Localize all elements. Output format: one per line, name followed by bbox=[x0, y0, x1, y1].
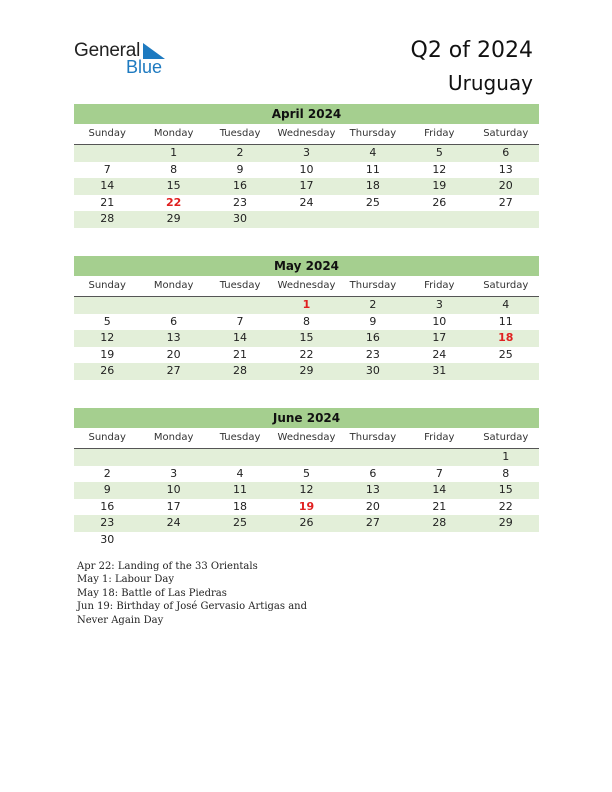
week-row bbox=[74, 330, 539, 347]
day-cell bbox=[74, 297, 140, 314]
weekday-header bbox=[74, 124, 539, 145]
week-row bbox=[74, 499, 539, 516]
day-cell: 16 bbox=[100, 499, 115, 513]
day-cell: 12 bbox=[432, 162, 447, 176]
day-cell bbox=[273, 211, 339, 228]
weekday-label: Tuesday bbox=[219, 432, 261, 443]
day-cell: 8 bbox=[302, 314, 310, 328]
day-cell: 5 bbox=[302, 466, 310, 480]
month-title: May 2024 bbox=[74, 256, 539, 276]
weekday-label: Monday bbox=[153, 432, 194, 443]
weekday-label: Friday bbox=[424, 280, 455, 291]
day-cell bbox=[74, 449, 140, 466]
day-cell bbox=[406, 449, 472, 466]
weekday-label: Sunday bbox=[88, 432, 126, 443]
weekday-label: Tuesday bbox=[219, 280, 261, 291]
day-cell: 19 bbox=[298, 499, 315, 513]
day-cell: 25 bbox=[498, 347, 513, 361]
day-cell: 22 bbox=[299, 347, 314, 361]
day-cell: 22 bbox=[498, 499, 513, 513]
day-cell: 21 bbox=[100, 195, 115, 209]
day-cell: 15 bbox=[498, 483, 513, 497]
day-cell: 10 bbox=[166, 483, 181, 497]
day-cell: 25 bbox=[365, 195, 380, 209]
day-cell: 14 bbox=[432, 483, 447, 497]
quarter-title: Q2 of 2024 bbox=[410, 38, 533, 63]
week-row bbox=[74, 178, 539, 195]
day-cell: 20 bbox=[365, 499, 380, 513]
week-row bbox=[74, 211, 539, 228]
day-cell bbox=[406, 532, 472, 549]
day-cell: 4 bbox=[236, 466, 244, 480]
month-title: April 2024 bbox=[74, 104, 539, 124]
holiday-note: May 18: Battle of Las Piedras bbox=[77, 587, 227, 599]
day-cell: 17 bbox=[299, 179, 314, 193]
day-cell: 16 bbox=[365, 331, 380, 345]
weekday-label: Saturday bbox=[483, 432, 529, 443]
day-cell: 26 bbox=[100, 364, 115, 378]
day-cell: 14 bbox=[100, 179, 115, 193]
day-cell: 26 bbox=[299, 516, 314, 530]
day-cell: 10 bbox=[432, 314, 447, 328]
day-cell: 23 bbox=[100, 516, 115, 530]
weekday-label: Sunday bbox=[88, 128, 126, 139]
week-row bbox=[74, 145, 539, 162]
day-cell bbox=[140, 532, 206, 549]
day-cell: 6 bbox=[369, 466, 377, 480]
day-cell: 12 bbox=[100, 331, 115, 345]
day-cell: 6 bbox=[170, 314, 178, 328]
day-cell bbox=[207, 449, 273, 466]
holiday-note: Apr 22: Landing of the 33 Orientals bbox=[77, 561, 258, 572]
week-row bbox=[74, 297, 539, 314]
day-cell bbox=[207, 297, 273, 314]
day-cell: 10 bbox=[299, 162, 314, 176]
month-june bbox=[74, 408, 539, 549]
day-cell: 13 bbox=[365, 483, 380, 497]
day-cell: 1 bbox=[502, 450, 510, 463]
weekday-label: Wednesday bbox=[277, 280, 336, 291]
day-cell bbox=[473, 363, 539, 380]
week-row bbox=[74, 363, 539, 380]
day-cell: 26 bbox=[432, 195, 447, 209]
day-cell: 18 bbox=[365, 179, 380, 193]
weekday-label: Thursday bbox=[349, 128, 397, 139]
day-cell: 24 bbox=[299, 195, 314, 209]
day-cell: 13 bbox=[166, 331, 181, 345]
day-cell: 28 bbox=[432, 516, 447, 530]
weekday-label: Friday bbox=[424, 432, 455, 443]
logo-general-text: General bbox=[74, 40, 141, 61]
day-cell: 25 bbox=[233, 516, 248, 530]
country-title: Uruguay bbox=[448, 71, 533, 95]
month-april bbox=[74, 104, 539, 228]
day-cell: 7 bbox=[103, 162, 111, 176]
day-cell bbox=[340, 449, 406, 466]
day-cell: 14 bbox=[233, 331, 248, 345]
day-cell: 15 bbox=[166, 179, 181, 193]
day-cell: 8 bbox=[502, 466, 510, 480]
day-cell: 13 bbox=[498, 162, 513, 176]
day-cell: 29 bbox=[498, 516, 513, 530]
day-cell: 3 bbox=[170, 466, 178, 480]
day-cell: 23 bbox=[233, 195, 248, 209]
day-cell: 5 bbox=[103, 314, 111, 328]
weekday-label: Saturday bbox=[483, 280, 529, 291]
day-cell: 3 bbox=[435, 298, 443, 311]
day-cell bbox=[340, 211, 406, 228]
holiday-notes bbox=[77, 560, 337, 627]
day-cell: 21 bbox=[233, 347, 248, 361]
day-cell: 31 bbox=[432, 364, 447, 378]
weekday-header bbox=[74, 428, 539, 449]
weekday-label: Wednesday bbox=[277, 128, 336, 139]
day-cell: 29 bbox=[166, 212, 181, 226]
day-cell: 24 bbox=[432, 347, 447, 361]
day-cell: 16 bbox=[233, 179, 248, 193]
day-cell: 8 bbox=[170, 162, 178, 176]
day-cell: 7 bbox=[236, 314, 244, 328]
weekday-label: Sunday bbox=[88, 280, 126, 291]
week-row bbox=[74, 515, 539, 532]
day-cell: 27 bbox=[166, 364, 181, 378]
day-cell: 1 bbox=[170, 146, 178, 159]
day-cell: 20 bbox=[166, 347, 181, 361]
day-cell: 28 bbox=[100, 212, 115, 226]
day-cell: 17 bbox=[166, 499, 181, 513]
day-cell: 4 bbox=[502, 298, 510, 311]
logo-blue-text: Blue bbox=[126, 57, 163, 77]
weekday-label: Wednesday bbox=[277, 432, 336, 443]
day-cell: 11 bbox=[365, 162, 380, 176]
week-row bbox=[74, 162, 539, 179]
day-cell: 27 bbox=[365, 516, 380, 530]
day-cell: 18 bbox=[498, 331, 514, 345]
day-cell: 27 bbox=[498, 195, 513, 209]
day-cell: 11 bbox=[498, 314, 513, 328]
day-cell: 1 bbox=[302, 298, 311, 311]
weekday-header bbox=[74, 276, 539, 297]
day-cell bbox=[140, 297, 206, 314]
day-cell: 30 bbox=[233, 212, 248, 226]
day-cell: 2 bbox=[369, 298, 377, 311]
week-row bbox=[74, 466, 539, 483]
day-cell: 9 bbox=[236, 162, 244, 176]
day-cell bbox=[74, 145, 140, 162]
day-cell: 9 bbox=[369, 314, 377, 328]
day-cell: 29 bbox=[299, 364, 314, 378]
weekday-label: Tuesday bbox=[219, 128, 261, 139]
holiday-note: May 1: Labour Day bbox=[77, 574, 174, 586]
day-cell: 6 bbox=[502, 146, 510, 159]
day-cell bbox=[140, 449, 206, 466]
day-cell: 19 bbox=[432, 179, 447, 193]
day-cell: 7 bbox=[435, 466, 443, 480]
week-row bbox=[74, 347, 539, 364]
day-cell: 2 bbox=[103, 466, 111, 480]
brand-logo bbox=[74, 40, 174, 80]
day-cell: 11 bbox=[233, 483, 248, 497]
day-cell: 5 bbox=[435, 146, 443, 159]
day-cell: 15 bbox=[299, 331, 314, 345]
day-cell bbox=[340, 532, 406, 549]
day-cell: 18 bbox=[233, 499, 248, 513]
day-cell: 21 bbox=[432, 499, 447, 513]
day-cell: 17 bbox=[432, 331, 447, 345]
day-cell: 23 bbox=[365, 347, 380, 361]
day-cell: 30 bbox=[365, 364, 380, 378]
day-cell: 12 bbox=[299, 483, 314, 497]
holiday-note: Jun 19: Birthday of José Gervasio Artigas and Never Again Day bbox=[77, 601, 307, 626]
weekday-label: Monday bbox=[153, 128, 194, 139]
week-row bbox=[74, 532, 539, 549]
day-cell: 2 bbox=[236, 146, 244, 159]
day-cell bbox=[473, 532, 539, 549]
weekday-label: Thursday bbox=[349, 432, 397, 443]
day-cell: 22 bbox=[165, 195, 182, 209]
day-cell: 19 bbox=[100, 347, 115, 361]
month-may bbox=[74, 256, 539, 380]
day-cell bbox=[207, 532, 273, 549]
day-cell bbox=[273, 532, 339, 549]
day-cell: 9 bbox=[103, 483, 111, 497]
day-cell bbox=[406, 211, 472, 228]
week-row bbox=[74, 482, 539, 499]
day-cell bbox=[273, 449, 339, 466]
weekday-label: Saturday bbox=[483, 128, 529, 139]
day-cell: 20 bbox=[498, 179, 513, 193]
day-cell: 28 bbox=[233, 364, 248, 378]
weekday-label: Friday bbox=[424, 128, 455, 139]
weekday-label: Monday bbox=[153, 280, 194, 291]
day-cell: 24 bbox=[166, 516, 181, 530]
week-row bbox=[74, 195, 539, 212]
weekday-label: Thursday bbox=[349, 280, 397, 291]
day-cell: 3 bbox=[302, 146, 310, 159]
week-row bbox=[74, 314, 539, 331]
month-title: June 2024 bbox=[74, 408, 539, 428]
day-cell: 4 bbox=[369, 146, 377, 159]
week-row bbox=[74, 449, 539, 466]
day-cell: 30 bbox=[100, 532, 115, 546]
page-header bbox=[411, 36, 534, 98]
day-cell bbox=[473, 211, 539, 228]
